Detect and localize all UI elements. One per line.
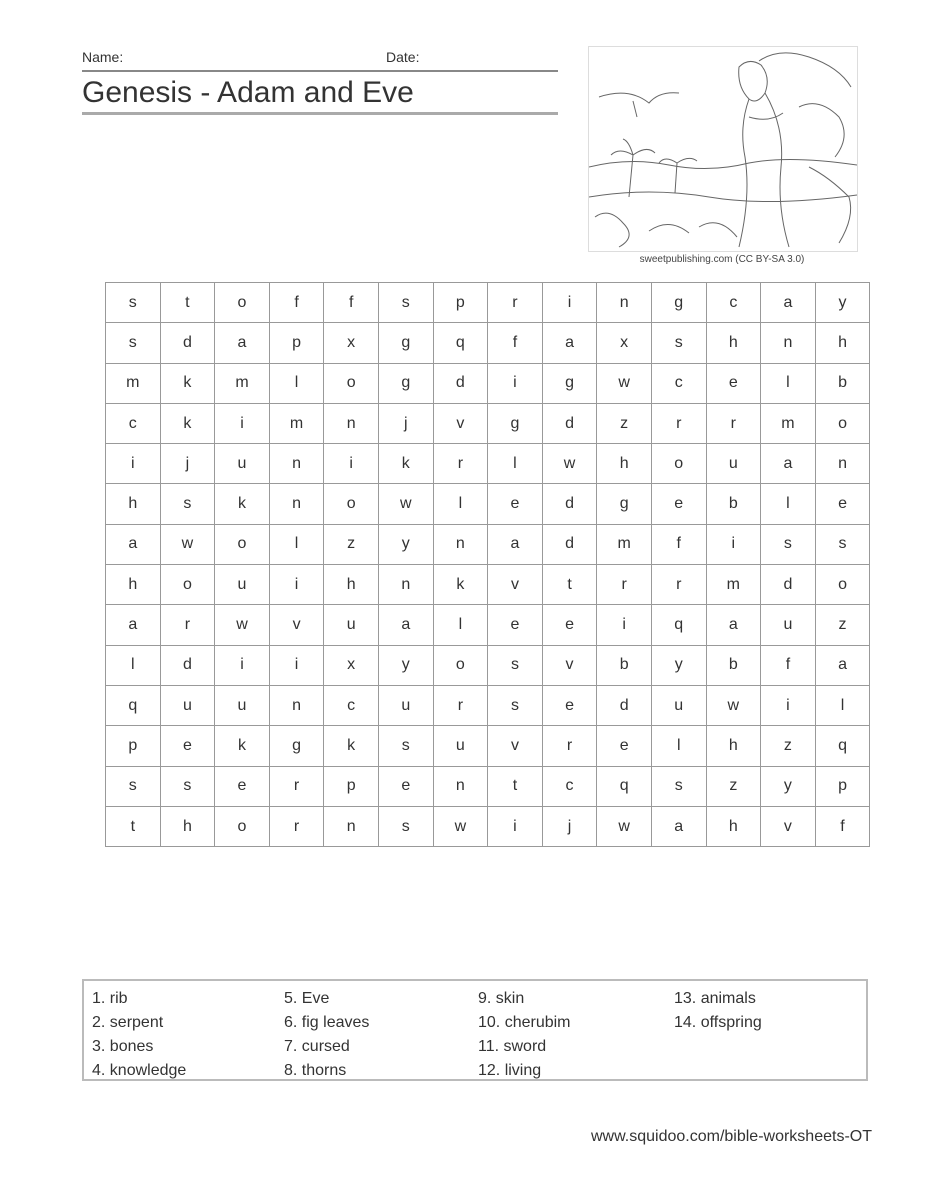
word-bank-column xyxy=(92,987,186,1083)
word-bank xyxy=(82,979,868,1081)
grid-row xyxy=(106,524,870,564)
grid-cell: a xyxy=(815,645,870,685)
grid-cell: i xyxy=(488,363,543,403)
grid-cell: c xyxy=(706,283,761,323)
grid-cell: w xyxy=(215,605,270,645)
grid-cell: m xyxy=(706,565,761,605)
grid-cell: n xyxy=(433,524,488,564)
grid-cell: q xyxy=(651,605,706,645)
grid-cell: e xyxy=(597,726,652,766)
grid-cell: b xyxy=(815,363,870,403)
grid-cell: r xyxy=(597,565,652,605)
grid-cell: u xyxy=(433,726,488,766)
grid-cell: a xyxy=(761,283,816,323)
grid-cell: l xyxy=(815,685,870,725)
grid-cell: q xyxy=(433,323,488,363)
grid-cell: a xyxy=(761,444,816,484)
grid-cell: s xyxy=(651,323,706,363)
grid-cell: g xyxy=(378,323,433,363)
grid-cell: i xyxy=(269,645,324,685)
grid-row xyxy=(106,403,870,443)
grid-cell: f xyxy=(324,283,379,323)
grid-cell: q xyxy=(106,685,161,725)
grid-cell: c xyxy=(542,766,597,806)
grid-cell: d xyxy=(761,565,816,605)
word-bank-item: 4. knowledge xyxy=(92,1062,187,1079)
grid-cell: o xyxy=(324,484,379,524)
grid-cell: v xyxy=(488,726,543,766)
grid-cell: v xyxy=(488,565,543,605)
grid-cell: u xyxy=(651,685,706,725)
grid-cell: w xyxy=(542,444,597,484)
grid-cell: n xyxy=(324,403,379,443)
grid-cell: u xyxy=(160,685,215,725)
grid-cell: a xyxy=(106,605,161,645)
grid-cell: a xyxy=(706,605,761,645)
grid-cell: x xyxy=(324,323,379,363)
grid-cell: t xyxy=(160,283,215,323)
grid-cell: x xyxy=(324,645,379,685)
grid-cell: r xyxy=(269,806,324,846)
grid-cell: e xyxy=(542,605,597,645)
grid-cell: z xyxy=(597,403,652,443)
word-bank-item: 12. living xyxy=(478,1062,542,1079)
grid-cell: i xyxy=(215,645,270,685)
grid-cell: l xyxy=(761,484,816,524)
grid-cell: y xyxy=(651,645,706,685)
grid-cell: o xyxy=(651,444,706,484)
grid-cell: z xyxy=(706,766,761,806)
grid-cell: i xyxy=(706,524,761,564)
word-bank-item: 7. cursed xyxy=(284,1038,350,1055)
grid-row xyxy=(106,685,870,725)
grid-cell: i xyxy=(542,283,597,323)
grid-cell: w xyxy=(597,363,652,403)
grid-cell: y xyxy=(761,766,816,806)
grid-cell: h xyxy=(324,565,379,605)
grid-cell: p xyxy=(269,323,324,363)
grid-cell: b xyxy=(597,645,652,685)
grid-cell: z xyxy=(324,524,379,564)
grid-cell: w xyxy=(597,806,652,846)
grid-cell: o xyxy=(215,283,270,323)
word-bank-item: 14. offspring xyxy=(674,1014,762,1031)
grid-cell: z xyxy=(815,605,870,645)
grid-row xyxy=(106,806,870,846)
grid-cell: i xyxy=(488,806,543,846)
grid-cell: h xyxy=(106,484,161,524)
grid-cell: p xyxy=(106,726,161,766)
grid-cell: x xyxy=(597,323,652,363)
date-label: Date: xyxy=(386,49,420,65)
grid-cell: h xyxy=(706,323,761,363)
grid-cell: o xyxy=(324,363,379,403)
grid-cell: m xyxy=(106,363,161,403)
grid-cell: o xyxy=(433,645,488,685)
grid-cell: d xyxy=(597,685,652,725)
word-bank-item: 1. rib xyxy=(92,990,128,1007)
grid-cell: m xyxy=(215,363,270,403)
grid-cell: g xyxy=(269,726,324,766)
grid-cell: c xyxy=(106,403,161,443)
grid-cell: l xyxy=(269,363,324,403)
grid-cell: s xyxy=(160,484,215,524)
grid-cell: o xyxy=(815,565,870,605)
grid-cell: e xyxy=(378,766,433,806)
grid-cell: r xyxy=(433,444,488,484)
grid-cell: r xyxy=(433,685,488,725)
word-bank-item: 13. animals xyxy=(674,990,756,1007)
grid-cell: g xyxy=(597,484,652,524)
grid-cell: e xyxy=(706,363,761,403)
grid-row xyxy=(106,565,870,605)
word-bank-column xyxy=(284,987,369,1083)
grid-cell: r xyxy=(706,403,761,443)
grid-cell: z xyxy=(761,726,816,766)
grid-cell: k xyxy=(215,726,270,766)
grid-cell: i xyxy=(106,444,161,484)
grid-cell: j xyxy=(378,403,433,443)
grid-cell: r xyxy=(651,403,706,443)
grid-row xyxy=(106,323,870,363)
grid-cell: p xyxy=(324,766,379,806)
grid-cell: s xyxy=(651,766,706,806)
grid-cell: o xyxy=(815,403,870,443)
grid-cell: n xyxy=(815,444,870,484)
grid-cell: m xyxy=(597,524,652,564)
grid-row xyxy=(106,645,870,685)
grid-cell: u xyxy=(215,685,270,725)
grid-cell: p xyxy=(433,283,488,323)
grid-cell: m xyxy=(269,403,324,443)
word-bank-item: 8. thorns xyxy=(284,1062,347,1079)
word-bank-item: 10. cherubim xyxy=(478,1014,571,1031)
grid-cell: l xyxy=(106,645,161,685)
grid-cell: b xyxy=(706,484,761,524)
grid-cell: e xyxy=(488,484,543,524)
grid-cell: b xyxy=(706,645,761,685)
grid-cell: a xyxy=(106,524,161,564)
grid-cell: o xyxy=(215,524,270,564)
grid-cell: a xyxy=(542,323,597,363)
grid-cell: f xyxy=(761,645,816,685)
grid-cell: i xyxy=(215,403,270,443)
grid-cell: u xyxy=(215,444,270,484)
grid-cell: q xyxy=(597,766,652,806)
grid-cell: n xyxy=(269,484,324,524)
grid-cell: c xyxy=(651,363,706,403)
grid-cell: h xyxy=(160,806,215,846)
grid-cell: m xyxy=(761,403,816,443)
grid-cell: i xyxy=(324,444,379,484)
grid-cell: w xyxy=(160,524,215,564)
grid-row xyxy=(106,766,870,806)
grid-cell: r xyxy=(160,605,215,645)
word-bank-item: 9. skin xyxy=(478,990,525,1007)
grid-cell: y xyxy=(815,283,870,323)
grid-cell: i xyxy=(761,685,816,725)
grid-cell: u xyxy=(761,605,816,645)
grid-cell: d xyxy=(542,484,597,524)
grid-row xyxy=(106,363,870,403)
grid-cell: n xyxy=(597,283,652,323)
grid-cell: j xyxy=(160,444,215,484)
grid-cell: h xyxy=(815,323,870,363)
grid-cell: d xyxy=(542,524,597,564)
grid-cell: s xyxy=(378,726,433,766)
grid-cell: n xyxy=(269,444,324,484)
grid-cell: e xyxy=(651,484,706,524)
grid-cell: v xyxy=(542,645,597,685)
grid-cell: n xyxy=(433,766,488,806)
word-bank-item: 5. Eve xyxy=(284,990,330,1007)
grid-cell: g xyxy=(378,363,433,403)
grid-cell: r xyxy=(651,565,706,605)
grid-row xyxy=(106,283,870,323)
grid-cell: v xyxy=(433,403,488,443)
grid-cell: e xyxy=(488,605,543,645)
grid-cell: u xyxy=(378,685,433,725)
grid-cell: s xyxy=(488,685,543,725)
grid-cell: o xyxy=(215,806,270,846)
word-bank-item: 3. bones xyxy=(92,1038,154,1055)
grid-cell: g xyxy=(542,363,597,403)
grid-cell: g xyxy=(488,403,543,443)
word-bank-column xyxy=(674,987,762,1035)
grid-cell: k xyxy=(160,403,215,443)
grid-cell: r xyxy=(269,766,324,806)
grid-cell: s xyxy=(106,283,161,323)
grid-cell: n xyxy=(269,685,324,725)
word-bank-item: 6. fig leaves xyxy=(284,1014,370,1031)
grid-cell: g xyxy=(651,283,706,323)
grid-cell: l xyxy=(488,444,543,484)
grid-cell: k xyxy=(160,363,215,403)
image-credit: sweetpublishing.com (CC BY-SA 3.0) xyxy=(639,254,805,265)
grid-cell: u xyxy=(215,565,270,605)
grid-cell: e xyxy=(160,726,215,766)
grid-cell: e xyxy=(815,484,870,524)
grid-cell: s xyxy=(761,524,816,564)
grid-row xyxy=(106,444,870,484)
grid-cell: h xyxy=(597,444,652,484)
grid-cell: h xyxy=(106,565,161,605)
grid-cell: l xyxy=(433,605,488,645)
grid-cell: d xyxy=(160,645,215,685)
grid-cell: s xyxy=(106,766,161,806)
grid-cell: k xyxy=(378,444,433,484)
grid-cell: l xyxy=(433,484,488,524)
grid-cell: s xyxy=(378,283,433,323)
line-drawing-illustration xyxy=(589,47,857,251)
grid-cell: a xyxy=(651,806,706,846)
grid-cell: v xyxy=(269,605,324,645)
grid-cell: s xyxy=(106,323,161,363)
grid-row xyxy=(106,726,870,766)
footer-url: www.squidoo.com/bible-worksheets-OT xyxy=(591,1128,872,1145)
word-search-grid xyxy=(105,282,870,847)
grid-cell: w xyxy=(378,484,433,524)
adam-and-eve-illustration xyxy=(588,46,858,252)
grid-cell: k xyxy=(324,726,379,766)
grid-cell: p xyxy=(815,766,870,806)
grid-cell: w xyxy=(433,806,488,846)
grid-cell: y xyxy=(378,524,433,564)
grid-cell: f xyxy=(488,323,543,363)
grid-cell: f xyxy=(269,283,324,323)
grid-cell: s xyxy=(815,524,870,564)
word-bank-item: 2. serpent xyxy=(92,1014,164,1031)
grid-cell: v xyxy=(761,806,816,846)
grid-cell: q xyxy=(815,726,870,766)
grid-cell: r xyxy=(488,283,543,323)
grid-cell: h xyxy=(706,806,761,846)
grid-cell: f xyxy=(651,524,706,564)
word-bank-item: 11. sword xyxy=(478,1038,547,1055)
grid-cell: a xyxy=(378,605,433,645)
grid-cell: k xyxy=(215,484,270,524)
grid-cell: a xyxy=(215,323,270,363)
grid-cell: l xyxy=(761,363,816,403)
grid-cell: h xyxy=(706,726,761,766)
grid-cell: t xyxy=(542,565,597,605)
name-date-header xyxy=(82,46,558,72)
grid-cell: u xyxy=(324,605,379,645)
grid-cell: k xyxy=(433,565,488,605)
grid-cell: l xyxy=(269,524,324,564)
name-label: Name: xyxy=(82,49,124,65)
grid-cell: f xyxy=(815,806,870,846)
grid-cell: t xyxy=(106,806,161,846)
grid-cell: d xyxy=(433,363,488,403)
grid-cell: e xyxy=(542,685,597,725)
grid-cell: y xyxy=(378,645,433,685)
grid-cell: c xyxy=(324,685,379,725)
page-title: Genesis - Adam and Eve xyxy=(82,74,558,115)
grid-cell: l xyxy=(651,726,706,766)
grid-cell: j xyxy=(542,806,597,846)
grid-cell: a xyxy=(488,524,543,564)
grid-cell: s xyxy=(160,766,215,806)
grid-cell: n xyxy=(378,565,433,605)
grid-cell: t xyxy=(488,766,543,806)
grid-cell: u xyxy=(706,444,761,484)
grid-cell: d xyxy=(160,323,215,363)
grid-cell: n xyxy=(761,323,816,363)
grid-cell: o xyxy=(160,565,215,605)
grid-cell: d xyxy=(542,403,597,443)
grid-cell: i xyxy=(597,605,652,645)
word-bank-column xyxy=(478,987,571,1083)
grid-cell: s xyxy=(488,645,543,685)
grid-cell: n xyxy=(324,806,379,846)
grid-cell: s xyxy=(378,806,433,846)
grid-row xyxy=(106,484,870,524)
grid-cell: w xyxy=(706,685,761,725)
grid-row xyxy=(106,605,870,645)
grid-cell: r xyxy=(542,726,597,766)
grid-cell: e xyxy=(215,766,270,806)
grid-cell: i xyxy=(269,565,324,605)
